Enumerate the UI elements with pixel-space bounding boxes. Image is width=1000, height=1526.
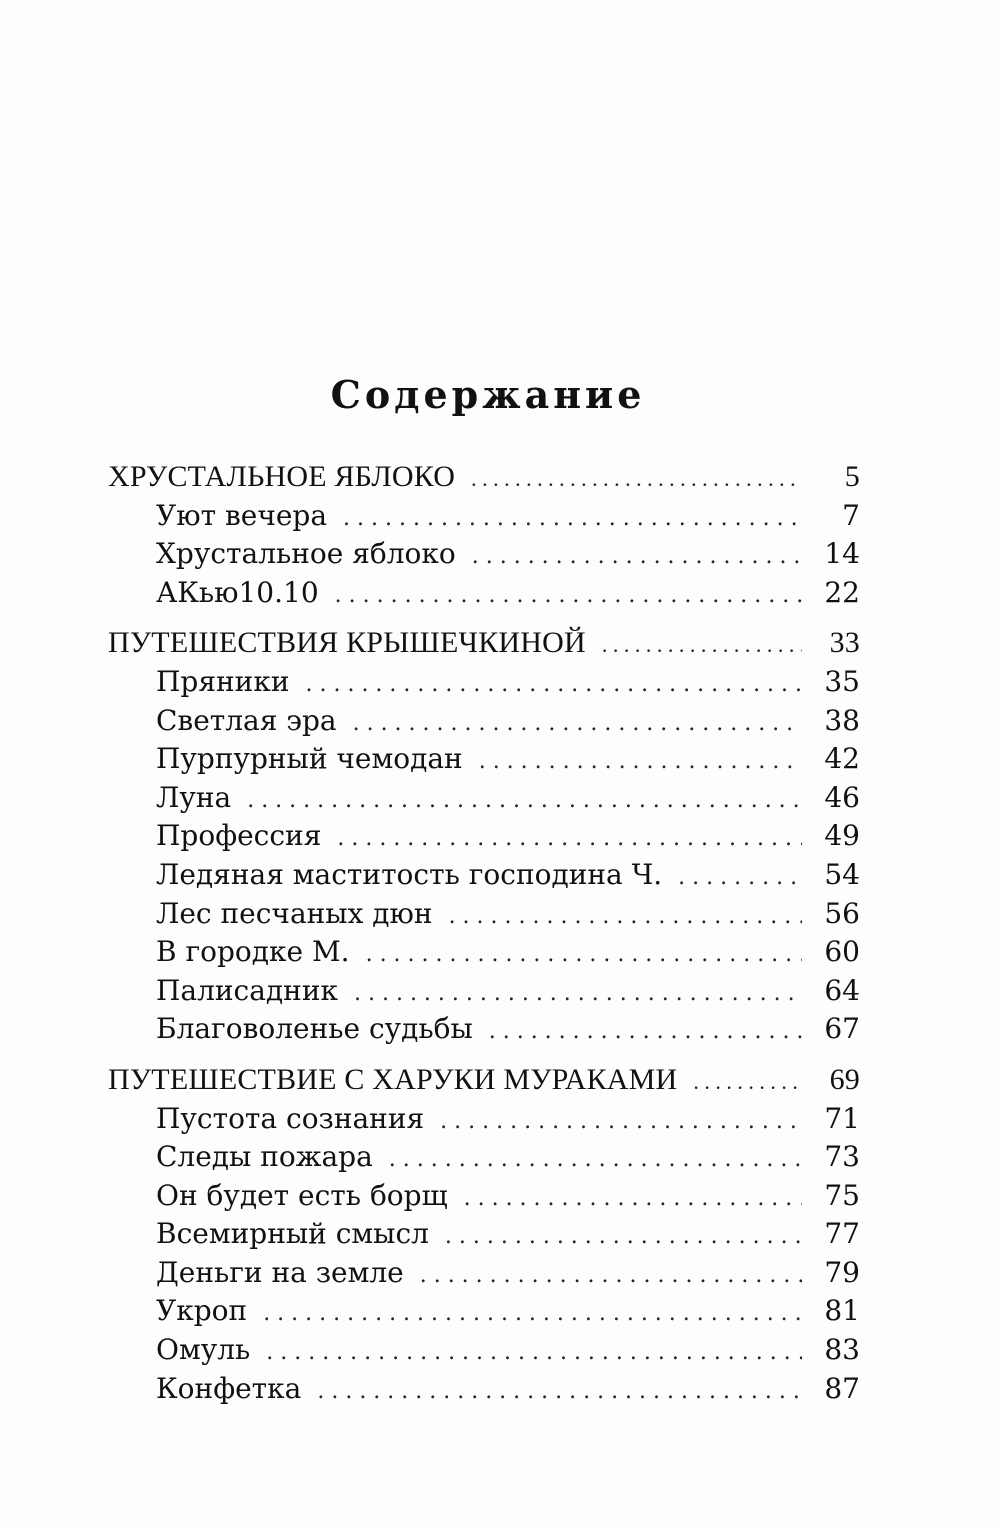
toc-page-number: 77 (824, 1217, 860, 1251)
toc-page-number: 54 (824, 857, 860, 891)
toc-page-number: 87 (824, 1371, 860, 1405)
dot-leader (337, 820, 802, 859)
toc-page-number: 5 (844, 460, 860, 493)
toc-entry-label: Хрустальное яблоко (156, 537, 456, 571)
toc-page-number: 71 (824, 1101, 860, 1135)
toc-entry[interactable] (108, 1215, 860, 1254)
toc-entry-label: ХРУСТАЛЬНОЕ ЯБЛОКО (108, 460, 456, 493)
dot-leader (678, 859, 802, 898)
dot-leader (602, 626, 802, 665)
toc-entry[interactable] (108, 895, 860, 934)
toc-entry[interactable] (108, 740, 860, 779)
dot-leader (389, 1141, 802, 1180)
toc-entry[interactable] (108, 497, 860, 536)
toc-entry-label: Он будет есть борщ (156, 1178, 448, 1212)
dot-leader (354, 975, 802, 1014)
toc-entry-label: Пустота сознания (156, 1101, 425, 1135)
toc-entry[interactable] (108, 535, 860, 574)
dot-leader (693, 1063, 802, 1102)
toc-entry-label: Пряники (156, 664, 290, 698)
dot-leader (472, 538, 802, 577)
toc-page-number: 56 (824, 896, 860, 930)
toc-entry-label: Профессия (156, 819, 322, 853)
toc-page-number: 49 (824, 819, 860, 853)
toc-entry[interactable] (108, 1138, 860, 1177)
dot-leader (317, 1373, 802, 1412)
toc-entry[interactable] (108, 779, 860, 818)
toc-entry-label: АКью10.10 (156, 575, 319, 609)
toc-entry-label: Палисадник (156, 973, 338, 1007)
toc-section (108, 624, 860, 1049)
toc-entry-label: Конфетка (156, 1371, 302, 1405)
dot-leader (420, 1257, 802, 1296)
toc-entry[interactable] (108, 702, 860, 741)
toc-entry-label: Уют вечера (156, 498, 328, 532)
toc-entry-label: Укроп (156, 1294, 248, 1328)
toc-page-number: 42 (824, 742, 860, 776)
toc-page-number: 64 (824, 973, 860, 1007)
toc-entry-label: Светлая эра (156, 703, 337, 737)
toc-entry-label: Омуль (156, 1333, 251, 1367)
toc-page-number: 81 (824, 1294, 860, 1328)
toc-entry[interactable] (108, 1100, 860, 1139)
toc-entry[interactable] (108, 1292, 860, 1331)
toc-entry[interactable] (108, 1370, 860, 1409)
toc-page-number: 46 (824, 780, 860, 814)
toc-page-number: 79 (824, 1255, 860, 1289)
dot-leader (489, 1013, 802, 1052)
toc-page-number: 75 (824, 1178, 860, 1212)
toc-entry-label: В городке М. (156, 935, 350, 969)
toc-page-number: 33 (829, 626, 860, 660)
dot-leader (471, 460, 802, 499)
dot-leader (440, 1103, 802, 1142)
toc-entry[interactable] (108, 1254, 860, 1293)
dot-leader (464, 1180, 802, 1219)
toc-entry-label: Следы пожара (156, 1140, 373, 1174)
toc-entry[interactable] (108, 663, 860, 702)
dot-leader (306, 666, 803, 705)
toc-page-number: 60 (824, 935, 860, 969)
dot-leader (335, 577, 802, 616)
dot-leader (479, 743, 802, 782)
toc-entry-label: ПУТЕШЕСТВИЕ С ХАРУКИ МУРАКАМИ (108, 1062, 678, 1096)
toc-section-heading[interactable] (108, 1061, 860, 1100)
toc-entry-label: Всемирный смысл (156, 1217, 429, 1251)
toc-page-number: 14 (824, 537, 860, 571)
toc-entry-label: Луна (156, 780, 232, 814)
toc-entry-label: Благоволенье судьбы (156, 1012, 473, 1046)
toc-entry-label: ПУТЕШЕСТВИЯ КРЫШЕЧКИНОЙ (108, 626, 586, 660)
page-title: Содержание (330, 372, 646, 417)
toc-page-number: 38 (824, 703, 860, 737)
toc-entry[interactable] (108, 1331, 860, 1370)
toc-entry[interactable] (108, 933, 860, 972)
toc-entry-label: Деньги на земле (156, 1255, 404, 1289)
dot-leader (366, 936, 802, 975)
dot-leader (449, 898, 802, 937)
toc-page-number: 69 (829, 1062, 860, 1096)
dot-leader (445, 1218, 802, 1257)
dot-leader (343, 500, 802, 539)
toc-entry-label: Пурпурный чемодан (156, 742, 463, 776)
table-of-contents (108, 458, 860, 1420)
toc-page-number: 7 (842, 498, 860, 532)
toc-entry-label: Ледяная маститость господина Ч. (156, 857, 663, 891)
dot-leader (353, 705, 802, 744)
toc-section (108, 1061, 860, 1408)
toc-page-number: 83 (824, 1333, 860, 1367)
dot-leader (266, 1334, 802, 1373)
toc-entry[interactable] (108, 1177, 860, 1216)
toc-page-number: 22 (824, 575, 860, 609)
dot-leader (247, 782, 802, 821)
toc-entry-label: Лес песчаных дюн (156, 896, 433, 930)
toc-entry[interactable] (108, 574, 860, 613)
toc-section-heading[interactable] (108, 458, 860, 497)
toc-page-number: 35 (824, 664, 860, 698)
toc-entry[interactable] (108, 817, 860, 856)
dot-leader (263, 1295, 802, 1334)
toc-section-heading[interactable] (108, 624, 860, 663)
toc-entry[interactable] (108, 972, 860, 1011)
toc-section (108, 458, 860, 612)
toc-entry[interactable] (108, 856, 860, 895)
toc-page-number: 67 (824, 1012, 860, 1046)
toc-entry[interactable] (108, 1010, 860, 1049)
toc-page-number: 73 (824, 1140, 860, 1174)
